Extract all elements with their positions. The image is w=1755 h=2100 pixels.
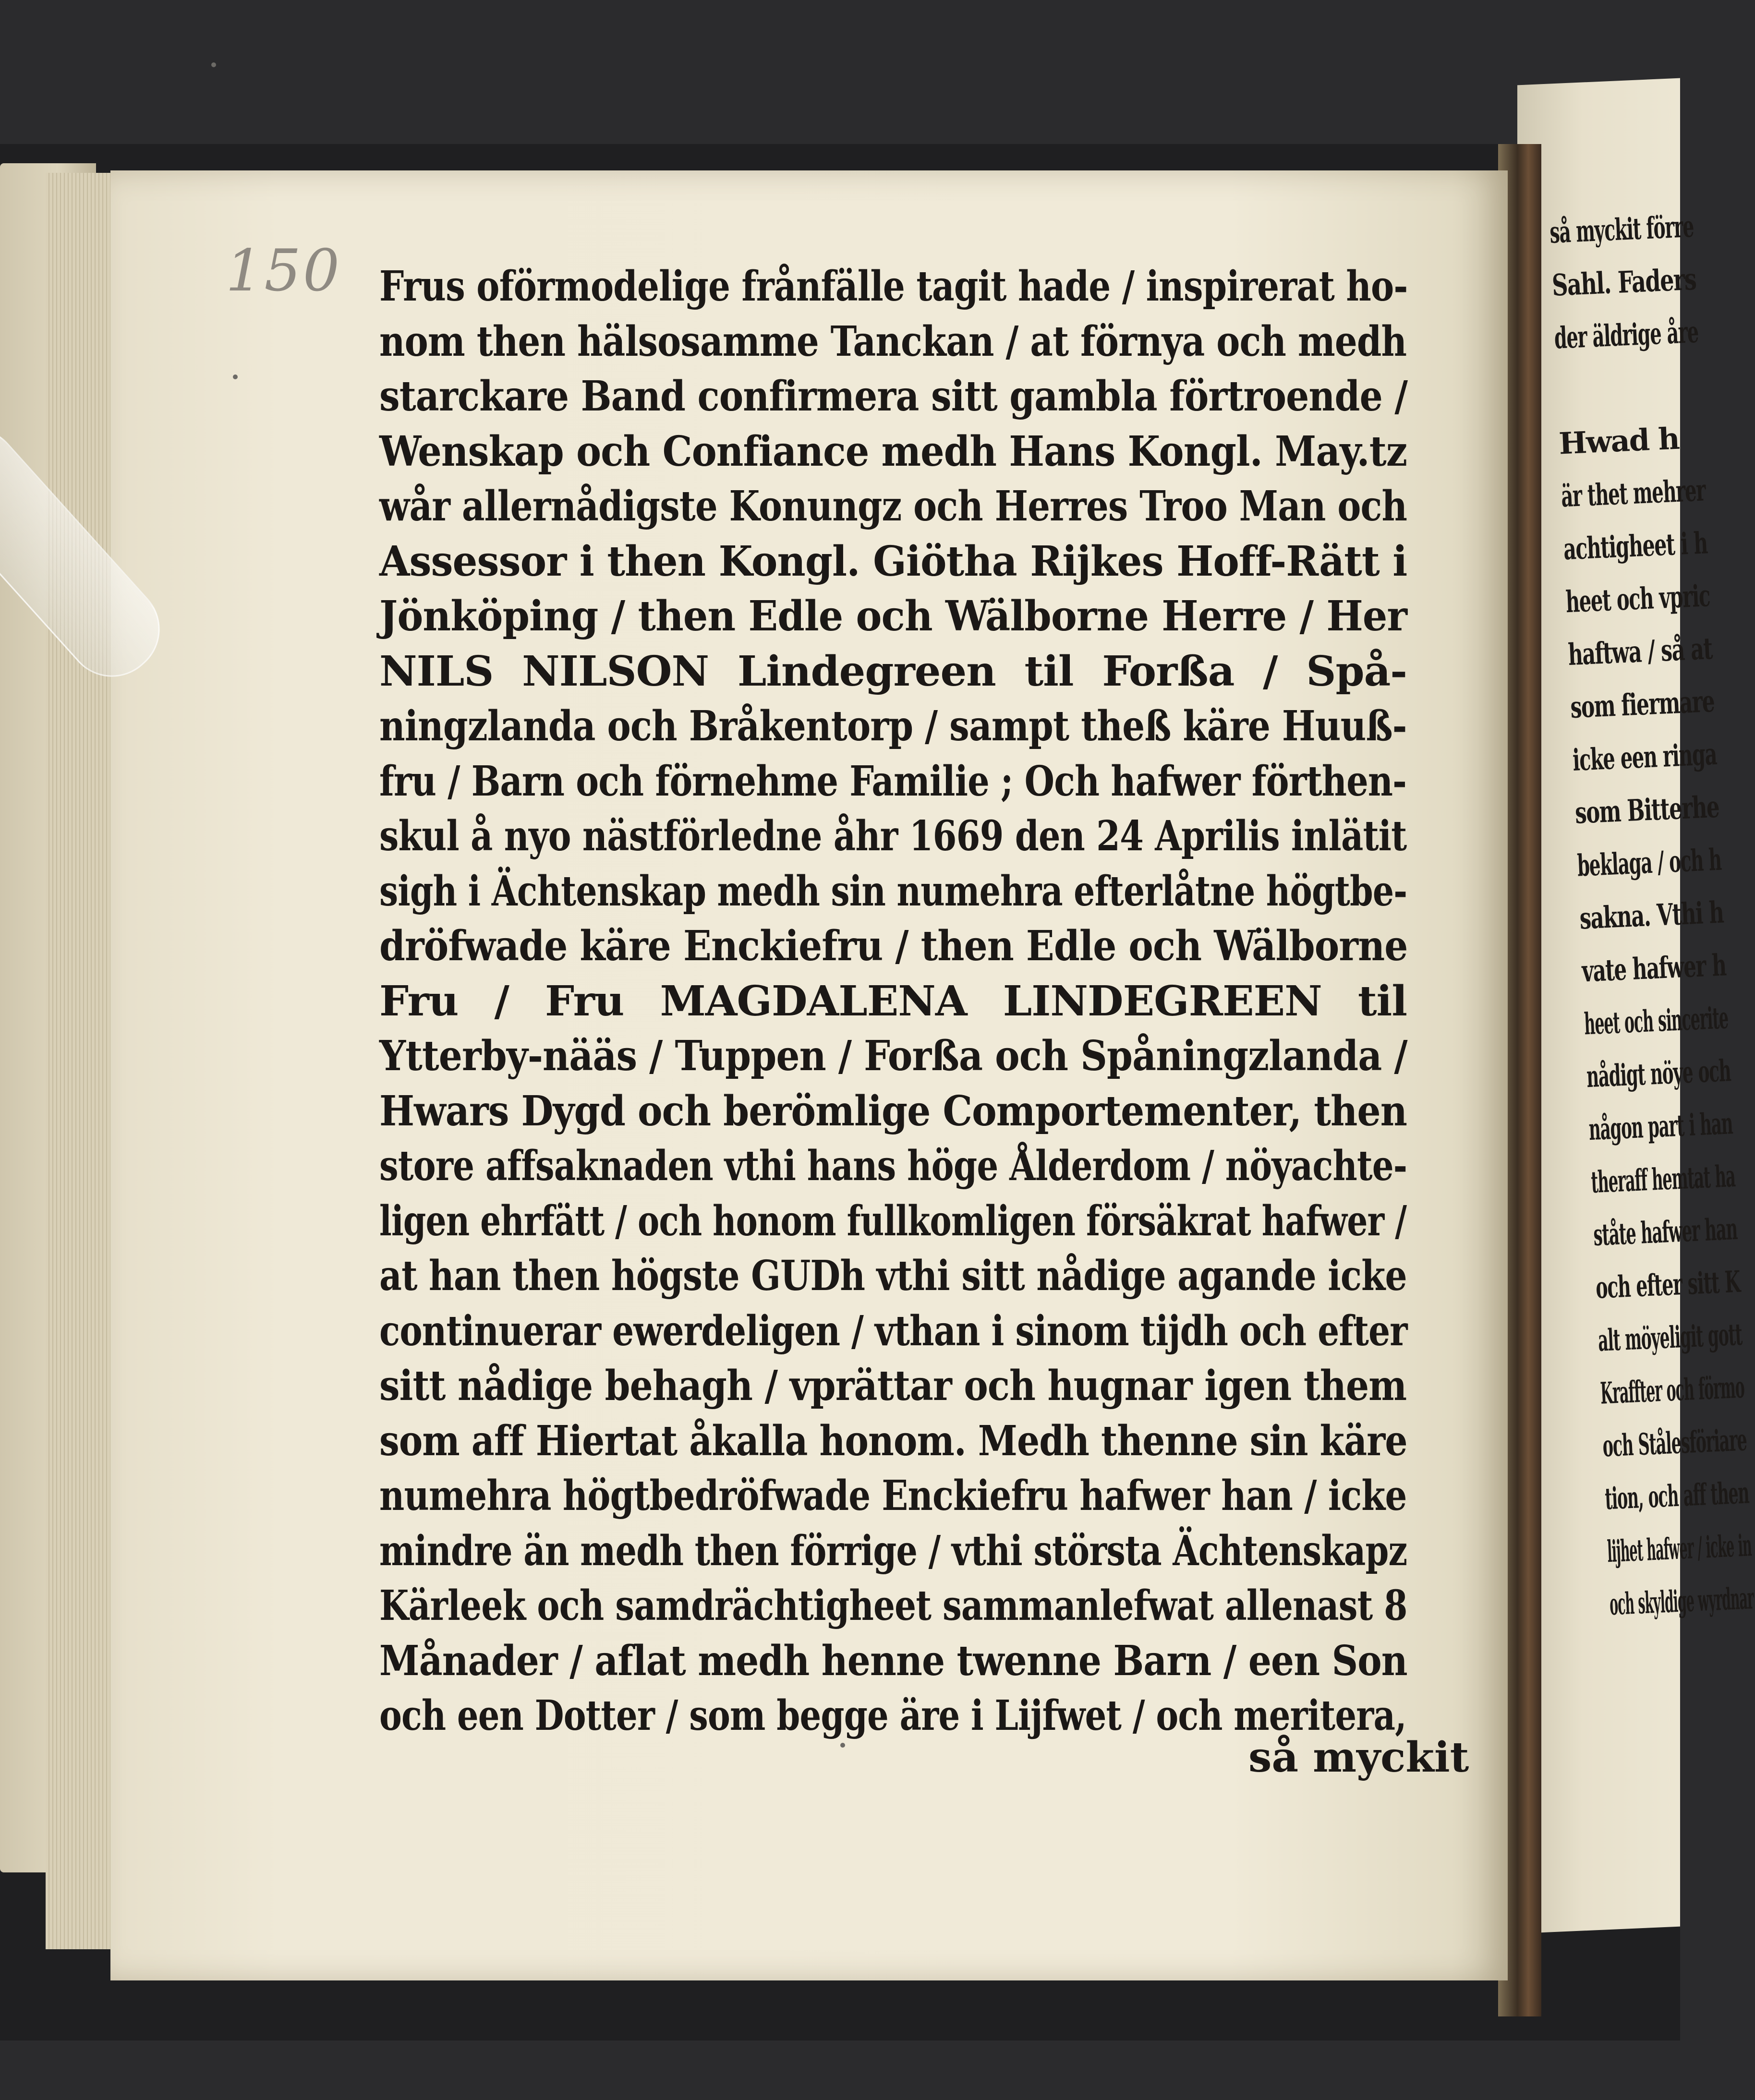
text-line: fru / Barn och förnehme Familie ; Och hafwer förthen- bbox=[379, 757, 1407, 806]
facing-text-line: alt möyeligit gott bbox=[1597, 1316, 1743, 1358]
text-line: nom then hälsosamme Tanckan / at förnya och medh bbox=[379, 317, 1407, 366]
text-line: mindre än medh then förrige / vthi största Ächtenskapz bbox=[379, 1526, 1407, 1575]
facing-text-line: heet och vpric bbox=[1565, 578, 1711, 620]
text-line: NILS NILSON Lindegreen til Forßa / Spå- bbox=[379, 647, 1407, 696]
facing-text-line: som fiermare bbox=[1569, 683, 1715, 725]
facing-text-line: vate hafwer h bbox=[1581, 947, 1727, 989]
text-line: Wenskap och Confiance medh Hans Kongl. May.tz bbox=[379, 427, 1407, 476]
text-line: store affsaknaden vthi hans höge Ålderdom / nöyachte- bbox=[379, 1142, 1407, 1190]
facing-text-line: ståte hafwer han bbox=[1592, 1211, 1738, 1253]
dust-speck bbox=[233, 374, 238, 379]
text-line: sigh i Ächtenskap medh sin numehra efterlåtne högtbe- bbox=[379, 867, 1407, 916]
text-line: Jönköping / then Edle och Wälborne Herre / Her bbox=[379, 592, 1407, 640]
facing-text-line: heet och sincerite bbox=[1583, 1000, 1729, 1042]
facing-text-line bbox=[1555, 359, 1702, 418]
text-line: som aff Hiertat åkalla honom. Medh thenne sin käre bbox=[379, 1416, 1407, 1465]
facing-text-line: Kraffter och förmo bbox=[1599, 1369, 1745, 1411]
facing-text-line: så myckit förre bbox=[1549, 208, 1694, 250]
text-line: Assessor i then Kongl. Giötha Rijkes Hoff-Rätt i bbox=[379, 537, 1407, 586]
facing-text-line: tion, och aff then bbox=[1604, 1475, 1750, 1517]
text-line: Månader / aflat medh henne twenne Barn / een Son bbox=[379, 1636, 1407, 1685]
text-line: wår allernådigste Konungz och Herres Troo Man och bbox=[379, 482, 1407, 531]
facing-text-line: och efter sitt K bbox=[1595, 1264, 1741, 1305]
text-line: starckare Band confirmera sitt gambla förtroende / bbox=[379, 372, 1408, 421]
text-line: sitt nådige behagh / vprättar och hugnar igen them bbox=[379, 1362, 1407, 1410]
facing-text-line: der äldrige åre bbox=[1553, 314, 1699, 356]
facing-text-line: lijhet hafwer / icke in bbox=[1606, 1528, 1753, 1569]
dust-speck bbox=[211, 62, 216, 67]
text-line: at han then högste GUDh vthi sitt nådige agande icke bbox=[379, 1252, 1407, 1300]
page-text bbox=[379, 259, 1407, 1744]
text-line: ningzlanda och Bråkentorp / sampt theß käre Huuß- bbox=[379, 702, 1407, 750]
facing-text-line: sakna. Vthi h bbox=[1579, 894, 1724, 936]
text-line: Hwars Dygd och berömlige Comportementer, then bbox=[379, 1086, 1407, 1135]
facing-text-line: som Bitterhe bbox=[1574, 789, 1720, 831]
catchword: så myckit bbox=[1248, 1733, 1469, 1782]
dust-speck bbox=[840, 1743, 845, 1748]
facing-text-line: icke een ringa bbox=[1572, 736, 1718, 778]
facing-text-line: haftwa / så at bbox=[1567, 631, 1713, 673]
facing-text-line: beklaga / och h bbox=[1576, 842, 1722, 883]
text-line: skul å nyo nästförledne åhr 1669 den 24 Aprilis inlätit bbox=[379, 812, 1407, 860]
facing-text-line: Sahl. Faders bbox=[1551, 261, 1697, 303]
facing-text-line: Hwad h bbox=[1558, 421, 1680, 461]
facing-text-line: theraff hemtat ha bbox=[1590, 1159, 1736, 1200]
text-line: Kärleek och samdrächtigheet sammanlefwat allenast 8 bbox=[379, 1581, 1407, 1630]
text-line: ligen ehrfätt / och honom fullkomligen försäkrat hafwer / bbox=[379, 1196, 1407, 1245]
facing-text-line: och Stålesföriare bbox=[1602, 1422, 1748, 1464]
page-number: 150 bbox=[226, 238, 342, 304]
text-line: continuerar ewerdeligen / vthan i sinom tijdh och efter bbox=[379, 1306, 1407, 1355]
facing-text-line: och skyldige wyrdnar bbox=[1609, 1581, 1755, 1622]
text-line: Ytterby-nääs / Tuppen / Forßa och Spåningzlanda / bbox=[379, 1032, 1407, 1080]
text-line: Fru / Fru MAGDALENA LINDEGREEN til bbox=[379, 977, 1407, 1026]
facing-text-line: nådigt nöye och bbox=[1586, 1053, 1731, 1095]
text-line: numehra högtbedröfwade Enckiefru hafwer han / icke bbox=[379, 1472, 1407, 1520]
text-line: dröfwade käre Enckiefru / then Edle och Wälborne bbox=[379, 922, 1408, 970]
facing-text-line: achtigheet i h bbox=[1562, 525, 1708, 567]
facing-text-line: är thet mehrer bbox=[1560, 472, 1706, 514]
text-line: Frus oförmodelige frånfälle tagit hade / inspirerat ho- bbox=[379, 262, 1408, 311]
facing-text-line: någon part i han bbox=[1588, 1106, 1733, 1147]
text-line: och een Dotter / som begge äre i Lijfwet / och meritera, bbox=[379, 1691, 1406, 1740]
